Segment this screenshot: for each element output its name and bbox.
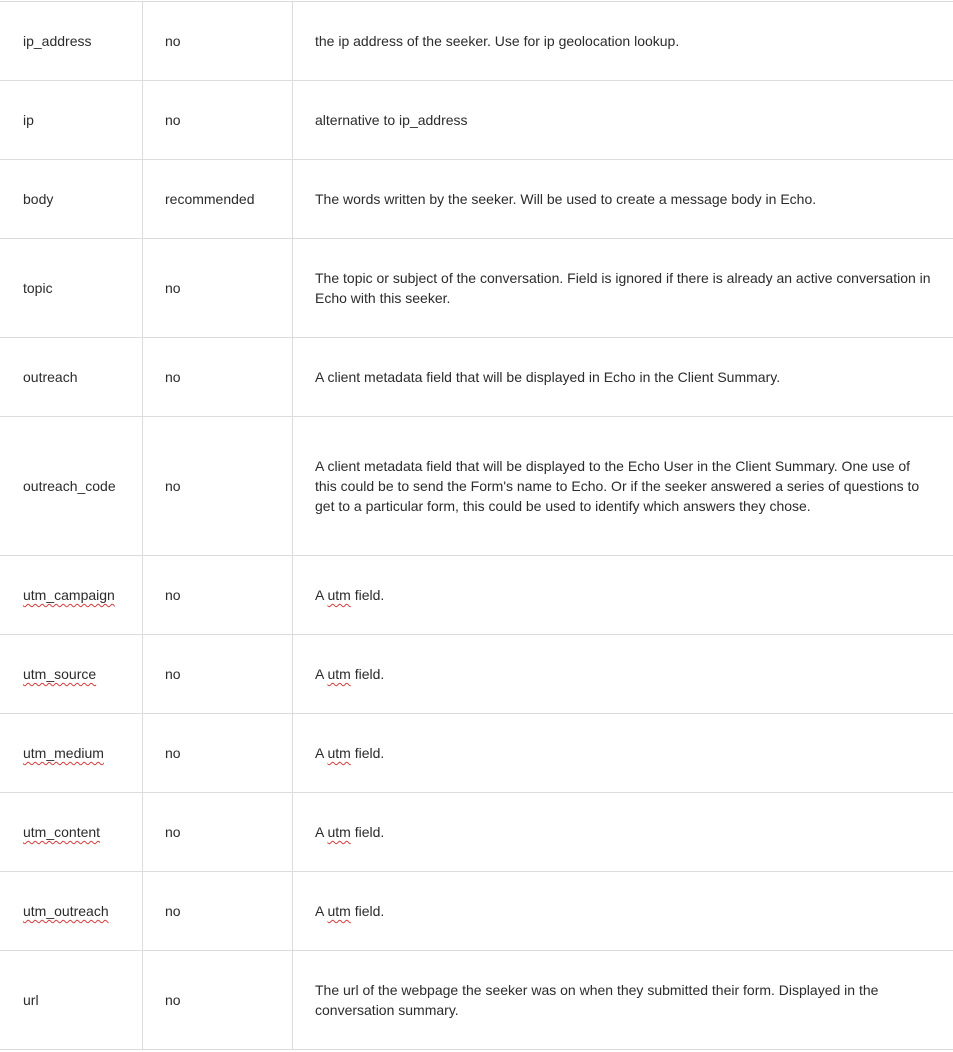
table-row: [0, 635, 953, 714]
spellcheck-word: utm_medium: [23, 745, 104, 761]
spellcheck-word: utm_outreach: [23, 903, 109, 919]
field-name-cell: [0, 635, 143, 714]
field-name-cell: ip_address: [0, 2, 143, 81]
field-name-cell: [0, 714, 143, 793]
field-required-cell: no: [143, 2, 293, 81]
field-description-cell: [293, 793, 953, 872]
field-description-cell: the ip address of the seeker. Use for ip geolocation lookup.: [293, 2, 953, 81]
field-description-cell: [293, 872, 953, 951]
field-required-cell: no: [143, 951, 293, 1050]
field-description-cell: A client metadata field that will be displayed to the Echo User in the Client Summary. One use of this could be to send the Form's name to Echo. Or if the seeker answered a series of questions to get to a particular form, this could be used to identify which answers they chose.: [293, 417, 953, 556]
table-row: [0, 872, 953, 951]
table-row: [0, 338, 953, 417]
table-row: [0, 2, 953, 81]
field-name-cell: outreach: [0, 338, 143, 417]
table-row: [0, 714, 953, 793]
description-text: A: [315, 903, 327, 919]
field-required-cell: no: [143, 714, 293, 793]
description-text: field.: [351, 903, 384, 919]
field-required-cell: recommended: [143, 160, 293, 239]
field-name-cell: topic: [0, 239, 143, 338]
description-text: field.: [351, 745, 384, 761]
table-row: [0, 556, 953, 635]
field-description-cell: [293, 635, 953, 714]
spellcheck-word: utm: [327, 903, 350, 919]
table-row: [0, 417, 953, 556]
spellcheck-word: utm: [327, 745, 350, 761]
field-name-cell: [0, 872, 143, 951]
field-required-cell: no: [143, 338, 293, 417]
field-name-cell: outreach_code: [0, 417, 143, 556]
table-row: [0, 81, 953, 160]
field-required-cell: no: [143, 81, 293, 160]
field-description-cell: The url of the webpage the seeker was on when they submitted their form. Displayed in the conversation summary.: [293, 951, 953, 1050]
spellcheck-word: utm: [327, 666, 350, 682]
description-text: A: [315, 824, 327, 840]
field-name-cell: [0, 793, 143, 872]
description-text: A: [315, 745, 327, 761]
field-required-cell: no: [143, 872, 293, 951]
description-text: A: [315, 587, 327, 603]
spellcheck-word: utm_content: [23, 824, 100, 840]
spellcheck-word: utm_campaign: [23, 587, 115, 603]
field-description-cell: A client metadata field that will be displayed in Echo in the Client Summary.: [293, 338, 953, 417]
table-row: [0, 160, 953, 239]
table-row: [0, 239, 953, 338]
description-text: A: [315, 666, 327, 682]
field-name-cell: url: [0, 951, 143, 1050]
field-description-cell: The words written by the seeker. Will be used to create a message body in Echo.: [293, 160, 953, 239]
description-text: field.: [351, 824, 384, 840]
field-name-cell: ip: [0, 81, 143, 160]
field-name-cell: [0, 556, 143, 635]
field-required-cell: no: [143, 635, 293, 714]
field-required-cell: no: [143, 239, 293, 338]
spellcheck-word: utm: [327, 824, 350, 840]
table-row: [0, 951, 953, 1050]
field-required-cell: no: [143, 417, 293, 556]
field-description-cell: [293, 556, 953, 635]
description-text: field.: [351, 666, 384, 682]
field-required-cell: no: [143, 793, 293, 872]
fields-table: [0, 1, 953, 1050]
field-required-cell: no: [143, 556, 293, 635]
field-description-cell: alternative to ip_address: [293, 81, 953, 160]
field-description-cell: The topic or subject of the conversation. Field is ignored if there is already an active conversation in Echo with this seeker.: [293, 239, 953, 338]
table-row: [0, 793, 953, 872]
spellcheck-word: utm: [327, 587, 350, 603]
description-text: field.: [351, 587, 384, 603]
spellcheck-word: utm_source: [23, 666, 96, 682]
field-name-cell: body: [0, 160, 143, 239]
field-description-cell: [293, 714, 953, 793]
